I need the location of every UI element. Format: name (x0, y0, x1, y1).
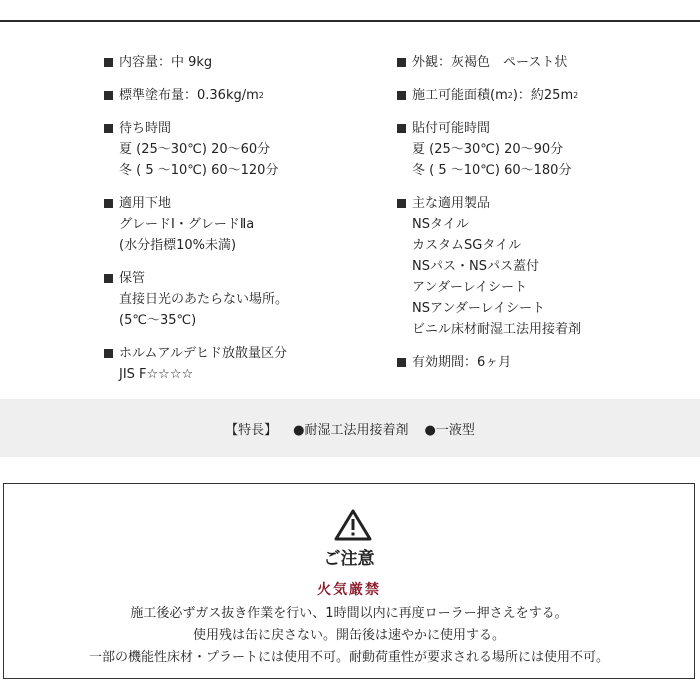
spec-column-right (397, 52, 697, 385)
spec-heading: 主な適用製品 (412, 196, 491, 211)
feature-item: ●耐湿工法用接着剤 (293, 422, 409, 438)
spec-line: JIS F☆☆☆☆ (119, 367, 194, 382)
square-bullet-icon (397, 199, 406, 208)
spec-line: NSタイル (412, 217, 469, 232)
spec-line: グレードⅠ・グレードⅡa (119, 217, 255, 232)
features-band (0, 399, 700, 457)
spec-capacity (104, 52, 384, 73)
spec-line: 夏 (25～30℃) 20～60分 (119, 142, 271, 157)
spec-line: 冬 ( 5 ～10℃) 60～180分 (412, 163, 572, 178)
square-bullet-icon (104, 124, 113, 133)
spec-heading: 保管 (119, 271, 146, 286)
spec-line: 夏 (25～30℃) 20～90分 (412, 142, 564, 157)
caution-title: ご注意 (323, 549, 375, 569)
spec-formaldehyde (104, 343, 384, 385)
spec-line: ビニル床材耐湿工法用接着剤 (412, 322, 582, 337)
spec-appearance (397, 52, 697, 73)
spec-line: 直接日光のあたらない場所。 (119, 292, 289, 307)
spec-line: NSパス・NSパス蓋付 (412, 259, 539, 274)
spec-heading: 貼付可能時間 (412, 121, 491, 136)
spec-heading: 有効期間：6ヶ月 (412, 355, 512, 370)
spec-heading: 外観：灰褐色 ペースト状 (412, 55, 568, 70)
spec-products (397, 193, 697, 340)
square-bullet-icon (104, 274, 113, 283)
caution-box (3, 483, 695, 679)
square-bullet-icon (104, 58, 113, 67)
spec-line: カスタムSGタイル (412, 238, 522, 253)
spec-storage (104, 268, 384, 331)
spec-heading: 内容量：中 9kg (119, 55, 213, 70)
spec-line: 冬 ( 5 ～10℃) 60～120分 (119, 163, 279, 178)
feature-item: ●一液型 (424, 422, 475, 438)
square-bullet-icon (397, 58, 406, 67)
warning-triangle-icon (333, 508, 373, 542)
spec-heading: 標準塗布量：0.36kg/m (119, 88, 259, 103)
spec-heading-tail: )：約25m (512, 88, 574, 103)
caution-line: 一部の機能性床材・プラートには使用不可。耐動荷重性が要求される場所には使用不可。 (88, 650, 609, 665)
square-bullet-icon (397, 124, 406, 133)
spec-coverage: 標準塗布量：0.36kg/m 2 (104, 85, 384, 106)
spec-line: アンダーレイシート (412, 280, 528, 295)
fire-warning: 火気厳禁 (317, 582, 381, 598)
spec-heading: 施工可能面積(m (412, 88, 508, 103)
spec-line: NSアンダーレイシート (412, 301, 546, 316)
spec-heading: 待ち時間 (119, 121, 172, 136)
spec-bond-time (397, 118, 697, 181)
spec-line: (5℃～35℃) (119, 313, 197, 328)
spec-heading: ホルムアルデヒド放散量区分 (119, 346, 287, 361)
caution-line: 使用残は缶に戻さない。開缶後は速やかに使用する。 (192, 628, 505, 643)
square-bullet-icon (104, 91, 113, 100)
spec-column-left (104, 52, 384, 397)
spec-line: (水分指標10%未満) (119, 238, 237, 253)
spec-shelf-life (397, 352, 697, 373)
spec-wait-time (104, 118, 384, 181)
spec-substrate (104, 193, 384, 256)
caution-line: 施工後必ずガス抜き作業を行い、1時間以内に再度ローラー押さえをする。 (130, 606, 568, 621)
features-label: 【特長】 (225, 422, 278, 438)
square-bullet-icon (104, 199, 113, 208)
square-bullet-icon (397, 91, 406, 100)
top-divider (0, 20, 700, 22)
spec-area: 施工可能面積(m 2 )：約25m 2 (397, 85, 697, 106)
square-bullet-icon (397, 358, 406, 367)
spec-heading: 適用下地 (119, 196, 172, 211)
square-bullet-icon (104, 349, 113, 358)
